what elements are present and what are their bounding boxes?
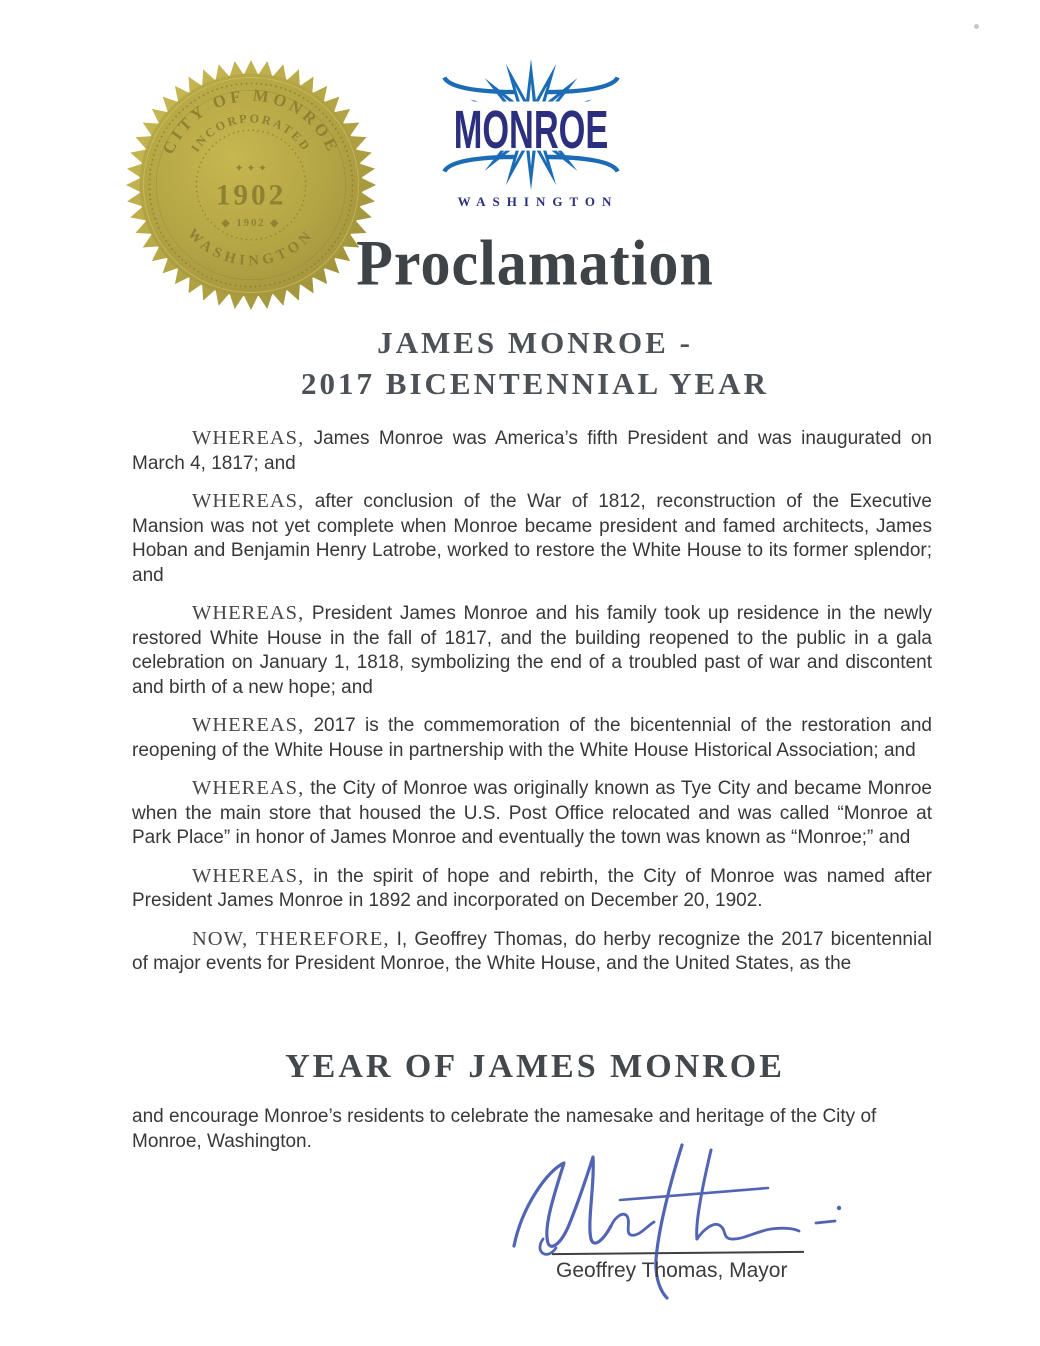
title-line-2: 2017 BICENTENNIAL YEAR bbox=[301, 366, 769, 401]
monroe-city-logo bbox=[437, 46, 625, 203]
closing-paragraph: and encourage Monroe’s residents to celebrate the namesake and heritage of the City of Monroe, Washington. bbox=[132, 1106, 877, 1152]
logo-state-name: WASHINGTON bbox=[457, 194, 619, 209]
scan-artifact-dot bbox=[974, 24, 979, 29]
document-type-heading: Proclamation bbox=[356, 227, 714, 299]
whereas-lead: WHEREAS, bbox=[192, 427, 305, 449]
now-therefore-lead: NOW, THEREFORE, bbox=[192, 927, 390, 950]
proclamation-title bbox=[15, 322, 1040, 404]
seal-stars: ✦ ✦ ✦ bbox=[234, 162, 268, 175]
whereas-lead: WHEREAS, bbox=[192, 602, 305, 624]
paragraph-text: 2017 is the commemoration of the bicentennial of the restoration and reopening of the White House in partnership with the White House Historical Association; and bbox=[132, 715, 932, 761]
seal-text-state: WASHINGTON bbox=[184, 225, 318, 270]
seal-text-incorporated: INCORPORATED bbox=[188, 111, 314, 155]
proclamation-body bbox=[132, 426, 932, 990]
whereas-paragraph-1 bbox=[132, 426, 932, 476]
paragraph-text: President James Monroe and his family took up residence in the newly restored White House in the fall of 1817, and the building reopened to the public in a gala celebration on January 1, 1818, symbolizing the end of a troubled past of war and discontent and birth of a new hope; and bbox=[132, 603, 932, 698]
seal-center-year: 1902 bbox=[215, 179, 287, 212]
proclaimed-year-heading: YEAR OF JAMES MONROE bbox=[285, 1048, 785, 1085]
whereas-lead: WHEREAS, bbox=[192, 714, 305, 736]
logo-city-name: MONROE bbox=[453, 100, 609, 161]
paragraph-text: I, Geoffrey Thomas, do herby recognize the 2017 bicentennial of major events for President Monroe, the White House, and the United States, as the bbox=[132, 928, 933, 974]
whereas-paragraph-2 bbox=[132, 489, 932, 588]
paragraph-text: the City of Monroe was originally known as Tye City and became Monroe when the main store that housed the U.S. Post Office relocated and was called “Monroe at Park Place” in honor of James Monroe and eventually the town was known as “Monroe;” and bbox=[132, 778, 932, 848]
whereas-paragraph-4 bbox=[132, 713, 932, 763]
paragraph-text: in the spirit of hope and rebirth, the City of Monroe was named after President James Monroe in 1892 and incorporated on December 20, 1902. bbox=[132, 865, 932, 911]
paragraph-text: after conclusion of the War of 1812, reconstruction of the Executive Mansion was not yet complete when Monroe became president and famed architects, James Hoban and Benjamin Henry Latrobe, worked to restore the White House to its former splendor; and bbox=[132, 491, 932, 586]
signer-name: Geoffrey Thomas, Mayor bbox=[556, 1259, 788, 1282]
whereas-lead: WHEREAS, bbox=[192, 490, 305, 512]
signature-ink-dot bbox=[837, 1206, 841, 1210]
whereas-lead: WHEREAS, bbox=[192, 864, 305, 887]
paragraph-text: James Monroe was America’s fifth President and was inaugurated on March 4, 1817; and bbox=[132, 428, 932, 474]
whereas-lead: WHEREAS, bbox=[192, 777, 305, 799]
seal-center-year-small: ◆ 1902 ◆ bbox=[221, 217, 281, 230]
whereas-paragraph-5 bbox=[132, 776, 932, 851]
whereas-paragraph-3 bbox=[132, 601, 932, 700]
seal-text-city: CITY OF MONROE bbox=[158, 85, 344, 157]
title-line-1: JAMES MONROE - bbox=[377, 325, 693, 360]
now-therefore-paragraph bbox=[132, 927, 932, 977]
whereas-paragraph-6 bbox=[132, 864, 932, 914]
